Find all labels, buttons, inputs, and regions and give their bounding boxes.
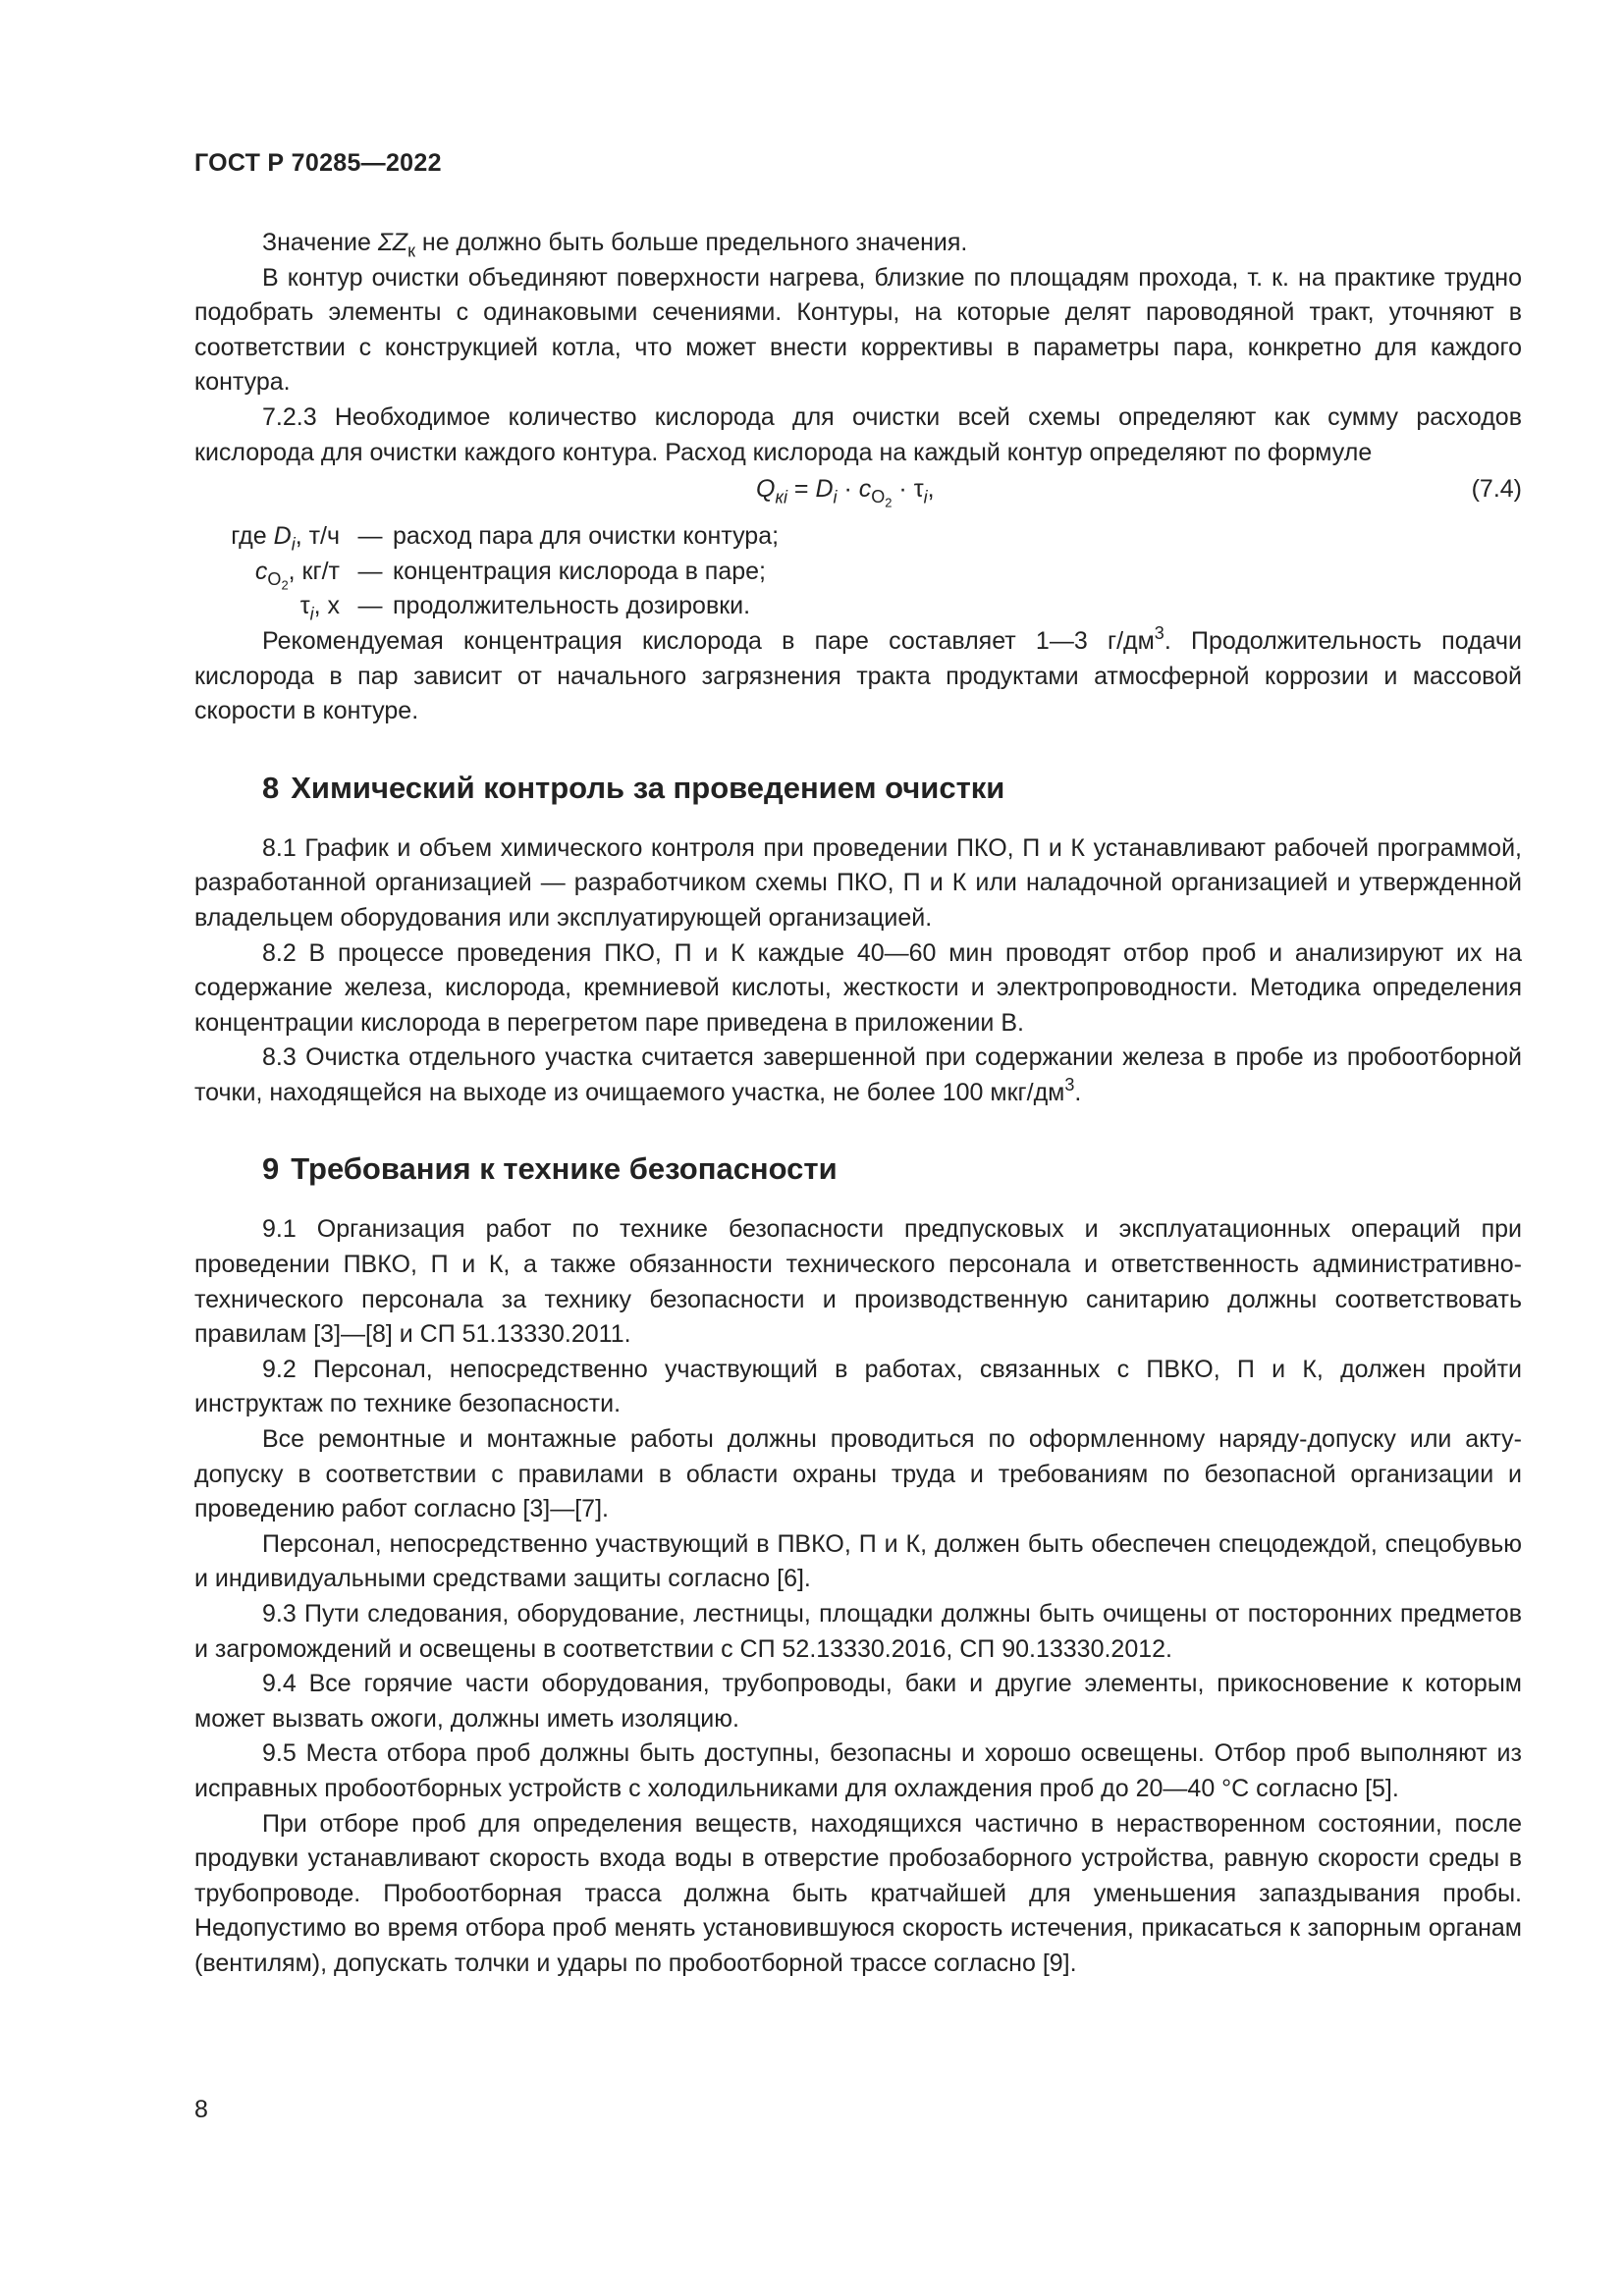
section-number: 9 [262, 1151, 280, 1187]
superscript: 3 [1154, 623, 1164, 644]
paragraph-7-2-3: 7.2.3 Необходимое количество кислорода для очистки всей схемы определяют как сумму расходов кислорода для очистки каждого контура. Расход кислорода на каждый контур определяют по формуле [194, 402, 1522, 466]
document-header: ГОСТ Р 70285—2022 [194, 149, 442, 177]
legend-text: продолжительность дозировки. [393, 592, 751, 620]
formula-expression [756, 472, 935, 510]
legend-unit: , х [313, 592, 340, 620]
paragraph-9-5-sampling: При отборе проб для определения веществ, находящихся частично в нерастворенном состоянии, после продувки устанавливают скорость входа воды в отверстие пробозаборного устройства, равную скорости среды в трубопроводе. Пробоотборная трасса должна быть кратчайшей для уменьшения запаздывания пробы. Недопустимо во время отбора проб менять установившуюся скорость истечения, прикасаться к запорным органам (вентилям), допускать толчки и удары по пробоотборной трассе согласно [9]. [194, 1809, 1522, 1977]
sigma-z-subscript: к [407, 240, 415, 261]
text-fragment: . [1074, 1078, 1082, 1106]
legend-sub-2: 2 [281, 577, 289, 593]
paragraph-contour: В контур очистки объединяют поверхности нагрева, близкие по площадям прохода, т. к. на практике трудно подобрать элементы с одинаковыми сечениями. Контуры, на которые делят пароводяной тракт, уточняют в соответствии с конструкцией котла, что может внести коррективы в параметры пара, конкретно для каждого контура. [194, 263, 1522, 397]
legend-unit: , т/ч [295, 522, 340, 551]
text-fragment: не должно быть больше предельного значения. [414, 229, 968, 256]
legend-sym: c [254, 557, 268, 585]
paragraph-9-3: 9.3 Пути следования, оборудование, лестницы, площадки должны быть очищены от посторонних предметов и загромождений и освещены в соответствии с СП 52.13330.2016, СП 90.13330.2012. [194, 1600, 1522, 1663]
legend-dash: — [357, 557, 383, 585]
formula-c-sub [871, 487, 893, 510]
formula-dot: · [892, 475, 914, 504]
legend-text: концентрация кислорода в паре; [393, 557, 766, 585]
legend-row-d [194, 519, 1522, 555]
paragraph-9-2-works: Все ремонтные и монтажные работы должны проводиться по оформленному наряду-допуску или акту-допуску в соответствии с правилами в области охраны труда и требованиям по безопасной организации и проведению работ согласно [3]—[7]. [194, 1425, 1522, 1523]
paragraph-9-1: 9.1 Организация работ по технике безопасности предпусковых и эксплуатационных операций при проведении ПВКО, П и К, а также обязанности технического персонала и ответственность административно-технического персонала за технику безопасности и производственную санитарию должны соответствовать правилам [3]—[8] и СП 51.13330.2011. [194, 1215, 1522, 1349]
formula-end: , [927, 475, 935, 504]
formula-7-4 [194, 472, 1522, 515]
text-fragment: Значение [262, 229, 378, 256]
legend-sub-o: O [267, 569, 282, 590]
formula-q-sub: кi [775, 487, 787, 507]
sum-z-symbol [377, 229, 415, 261]
page-body [194, 226, 1522, 1982]
legend-unit: , кг/т [288, 557, 340, 585]
legend-row-c [194, 555, 1522, 593]
paragraph-sum-z [194, 226, 1522, 261]
legend-text: расход пара для очистки контура; [393, 522, 780, 551]
legend-dash: — [357, 522, 383, 551]
legend-symbol [194, 589, 348, 624]
paragraph-9-2: 9.2 Персонал, непосредственно участвующий в работах, связанных с ПВКО, П и К, должен пройти инструктаж по технике безопасности. [194, 1355, 1522, 1418]
formula-tau-sub: i [923, 487, 928, 507]
legend-sub: i [291, 534, 296, 555]
formula-number: (7.4) [1471, 475, 1522, 504]
formula-dot: · [837, 475, 859, 504]
formula-c-sub-2: 2 [885, 495, 893, 510]
page-number: 8 [194, 2096, 208, 2123]
text-fragment: . Продолжительность подачи кислорода в пар зависит от начального загрязнения тракта продуктами атмосферной коррозии и массовой скорости в контуре. [194, 626, 1522, 725]
paragraph-8-2: 8.2 В процессе проведения ПКО, П и К каждые 40—60 мин проводят отбор проб и анализируют их на содержание железа, кислорода, кремниевой кислоты, жесткости и электропроводности. Методика определения концентрации кислорода в перегретом паре приведена в приложении В. [194, 938, 1522, 1037]
legend-prefix: где [231, 522, 274, 551]
text-fragment: Рекомендуемая концентрация кислорода в паре составляет 1—3 г/дм [262, 626, 1155, 655]
formula-d-sub: i [833, 487, 838, 507]
paragraph-8-3 [194, 1041, 1522, 1110]
section-8-heading [262, 769, 1522, 808]
formula-c: c [858, 475, 872, 504]
legend-symbol [194, 519, 348, 555]
formula-tau: τ [913, 475, 924, 504]
paragraph-recommended-concentration [194, 624, 1522, 729]
paragraph-9-5: 9.5 Места отбора проб должны быть доступны, безопасны и хорошо освещены. Отбор проб выполняют из исправных пробоотборных устройств с холодильниками для охлаждения проб до 20—40 °С согласно [5]. [194, 1739, 1522, 1802]
legend-sym: τ [299, 592, 310, 620]
sigma-z: ΣZ [377, 229, 408, 256]
formula-eq: = [786, 475, 816, 504]
legend-sub: i [309, 604, 314, 624]
legend-sub [267, 569, 289, 593]
paragraph-8-1: 8.1 График и объем химического контроля при проведении ПКО, П и К устанавливают рабочей программой, разработанной организацией — разработчиком схемы ПКО, П и К или наладочной организацией и утвержденной владельцем оборудования или эксплуатирующей организацией. [194, 833, 1522, 932]
legend-sym: D [273, 522, 292, 551]
legend-dash: — [357, 592, 383, 620]
legend-symbol [194, 555, 348, 593]
formula-legend [194, 519, 1522, 624]
legend-row-tau [194, 589, 1522, 624]
formula-q: Q [756, 475, 776, 504]
section-number: 8 [262, 770, 280, 805]
paragraph-9-4: 9.4 Все горячие части оборудования, трубопроводы, баки и другие элементы, прикосновение к которым может вызвать ожоги, должны иметь изоляцию. [194, 1670, 1522, 1733]
formula-c-sub-o: O [871, 487, 886, 507]
section-9-heading [262, 1149, 1522, 1189]
formula-d: D [815, 475, 834, 504]
section-title: Химический контроль за проведением очистки [291, 770, 1005, 805]
superscript: 3 [1064, 1074, 1075, 1095]
text-fragment: 8.3 Очистка отдельного участка считается завершенной при содержании железа в пробе из пробоотборной точки, находящейся на выходе из очищаемого участка, не более 100 мкг/дм [194, 1043, 1522, 1106]
paragraph-9-2-personnel: Персонал, непосредственно участвующий в ПВКО, П и К, должен быть обеспечен спецодеждой, спецобувью и индивидуальными средствами защиты согласно [6]. [194, 1529, 1522, 1593]
section-title: Требования к технике безопасности [291, 1151, 838, 1187]
